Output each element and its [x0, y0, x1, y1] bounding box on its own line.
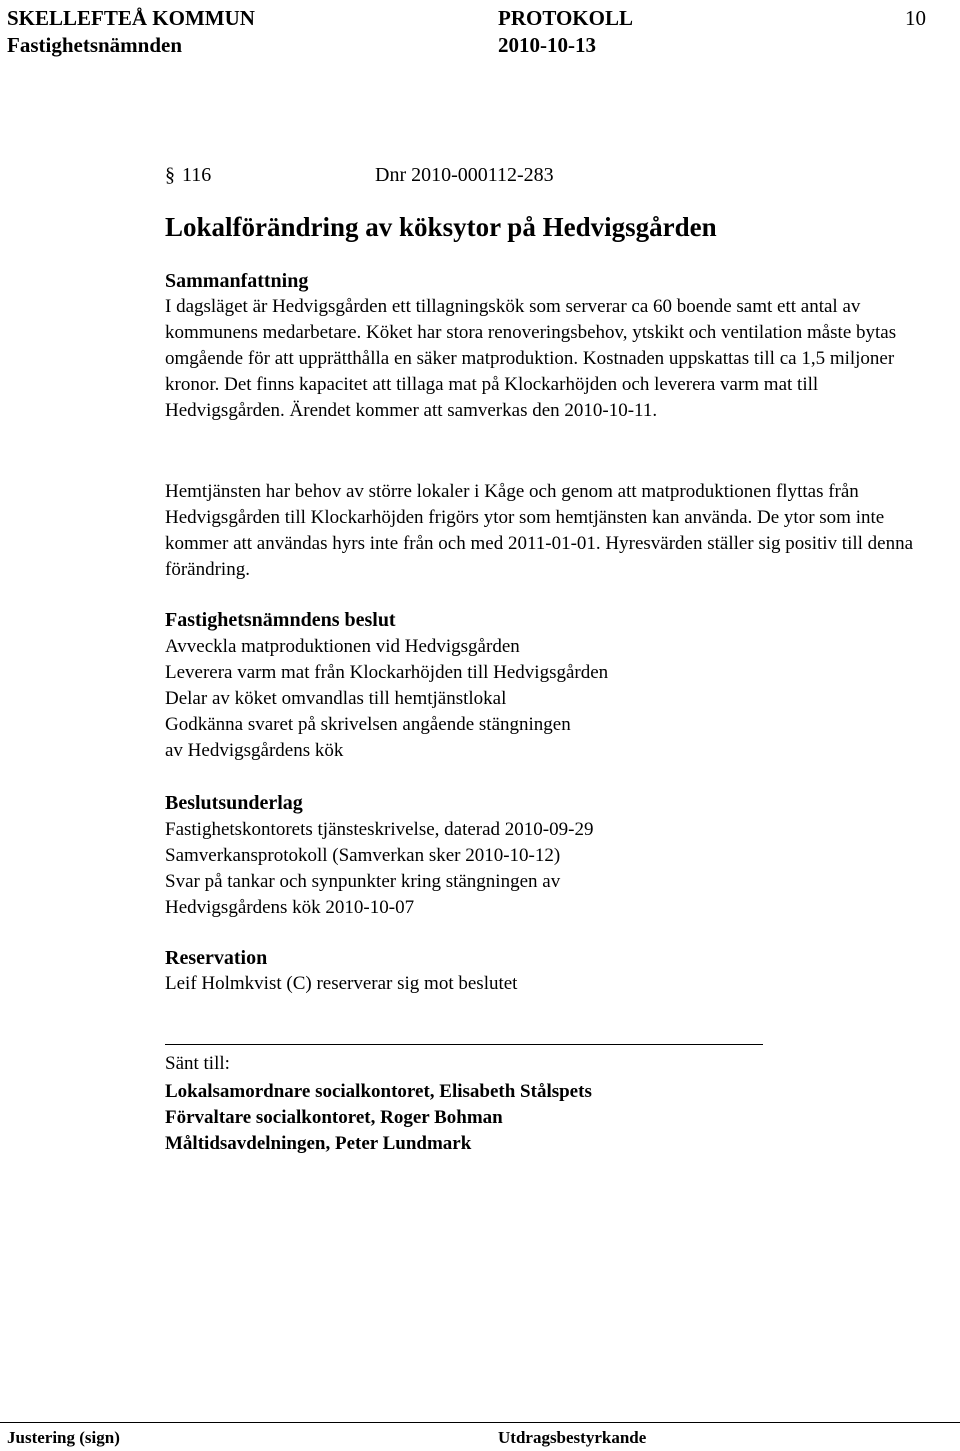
basis-line: Hedvigsgårdens kök 2010-10-07	[165, 897, 415, 918]
summary-paragraph-1: I dagsläget är Hedvigsgården ett tillagningskök som serverar ca 60 boende samt ett antal av kommunens medarbetare. Köket har stora renoveringsbehov, ytskikt och ventilation måste bytas omgående för att upprätthålla en säker matproduktion. Kostnaden uppskattas till ca 1,5 miljoner kronor. Det finns kapacitet att tillaga mat på Klockarhöjden och leverera varm mat till Hedvigsgården. Ärendet kommer att samverkas den 2010-10-11.	[165, 296, 897, 421]
footer-rule	[0, 1422, 960, 1423]
basis-heading: Beslutsunderlag	[165, 792, 303, 814]
case-title: Lokalförändring av köksytor på Hedvigsgården	[165, 212, 717, 242]
footer-justering: Justering (sign)	[7, 1428, 120, 1447]
summary-heading: Sammanfattning	[165, 270, 309, 292]
case-dnr: Dnr 2010-000112-283	[375, 164, 554, 186]
summary-paragraph-2: Hemtjänsten har behov av större lokaler i Kåge och genom att matproduktionen flyttas från Hedvigsgården till Klockarhöjden frigörs ytor som hemtjänsten kan använda. De ytor som inte kommer att användas hyrs inte från och med 2011-01-01. Hyresvärden ställer sig positiv till denna förändring.	[165, 481, 914, 580]
reservation-heading: Reservation	[165, 947, 268, 969]
recipient: Lokalsamordnare socialkontoret, Elisabeth Stålspets	[165, 1081, 592, 1102]
recipient: Måltidsavdelningen, Peter Lundmark	[165, 1133, 472, 1154]
doc-type: PROTOKOLL	[498, 6, 633, 30]
sent-to-label: Sänt till:	[165, 1053, 230, 1074]
page-number: 10	[905, 6, 926, 30]
decision-line: Leverera varm mat från Klockarhöjden till Hedvigsgården	[165, 662, 609, 683]
committee-name: Fastighetsnämnden	[7, 33, 183, 57]
decision-line: Avveckla matproduktionen vid Hedvigsgården	[165, 636, 520, 657]
decision-line: Godkänna svaret på skrivelsen angående stängningen	[165, 714, 571, 735]
footer-utdragsbestyrkande: Utdragsbestyrkande	[498, 1428, 647, 1447]
recipient: Förvaltare socialkontoret, Roger Bohman	[165, 1107, 503, 1128]
meeting-date: 2010-10-13	[498, 33, 596, 57]
basis-line: Fastighetskontorets tjänsteskrivelse, daterad 2010-09-29	[165, 819, 594, 840]
decision-line: av Hedvigsgårdens kök	[165, 740, 344, 761]
decision-line: Delar av köket omvandlas till hemtjänstlokal	[165, 688, 507, 709]
basis-line: Svar på tankar och synpunkter kring stängningen av	[165, 871, 561, 892]
paragraph-symbol: §	[165, 164, 175, 186]
reservation-text: Leif Holmkvist (C) reserverar sig mot beslutet	[165, 973, 518, 994]
divider-line	[165, 1044, 763, 1045]
decision-heading: Fastighetsnämndens beslut	[165, 609, 396, 631]
paragraph-number: 116	[182, 164, 212, 186]
org-name: SKELLEFTEÅ KOMMUN	[7, 6, 255, 30]
basis-line: Samverkansprotokoll (Samverkan sker 2010-10-12)	[165, 845, 561, 866]
